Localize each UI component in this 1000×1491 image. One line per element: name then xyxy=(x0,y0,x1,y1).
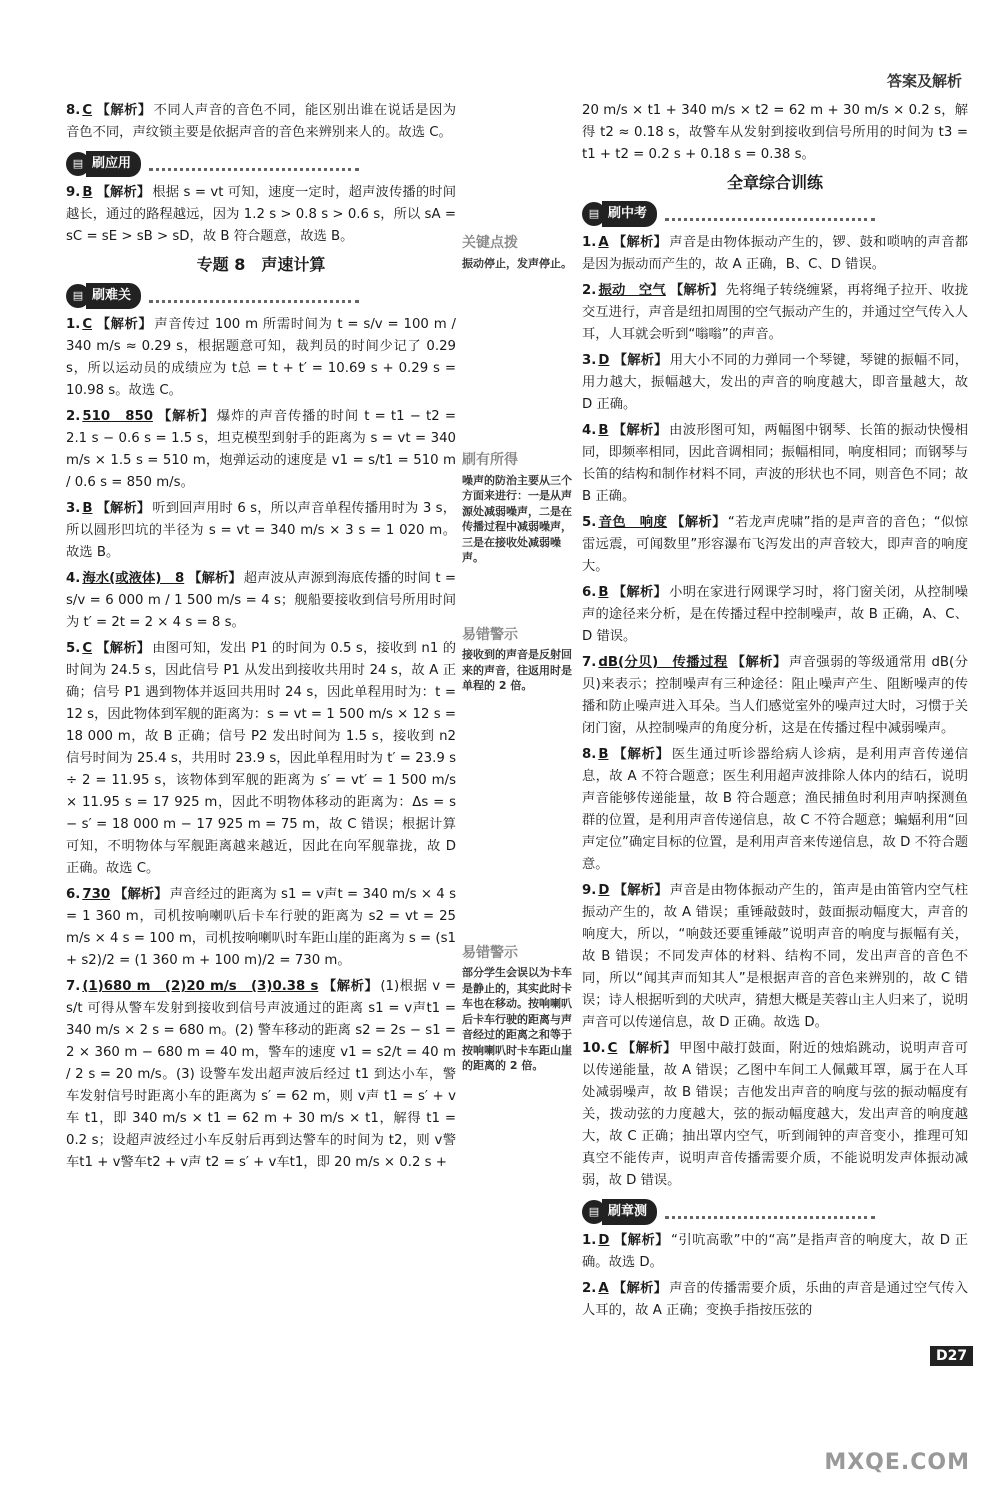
note-text: 接收到的声音是反射回来的声音，往返用时是单程的 2 倍。 xyxy=(462,648,572,692)
note-text: 部分学生会误以为卡车是静止的，其实此时卡车也在移动。按响喇叭后卡车行驶的距离与声音经过的距离之和等于按响喇叭时卡车距山崖的距离的 2 倍。 xyxy=(462,966,572,1072)
answer-item: 7. (1)680 m (2)20 m/s (3)0.38 s 【解析】 (1)根据 v = s/t 可得从警车发射到接收到信号声波通过的距离 s1 = v声t1 = 340 m/s × 2 s = 680 m。(2) 警车移动的距离 s2 = 2s − s1 = 2 × 360 m − 680 m = 40 m，警车的速度 v1 = s2/t = 40 m / 2 s = 20 m/s。(3) 设警车发出超声波后经过 t1 到达小车，警车发射信号时距离小车的距离为 s′ = 62 m，则 v声 t1 = s′ + v车 t1，即 340 m/s × t1 = 62 m + 30 m/s × t1，解得 t1 = 0.2 s；设超声波经过小车反射后再到达警车的时间为 t2，则 v警车t1 + v警车t2 + v声 t2 = s′ + v车t1，即 20 m/s × 0.2 s + xyxy=(66,979,456,1170)
answer-item: 6. 730 【解析】 声音经过的距离为 s1 = v声t = 340 m/s × 4 s = 1 360 m，司机按响喇叭后卡车行驶的距离为 s2 = vt = 25 m/s × 4 s = 100 m，司机按响喇叭时车距山崖的距离为 s = (s1 + s2)/2 = (1 360 m + 100 m)/2 = 730 m。 xyxy=(66,887,457,968)
book-icon: ▤ xyxy=(66,284,90,308)
section-badge: ▤ 刷难关 xyxy=(66,284,359,308)
answer-item: 9. D 【解析】 声音是由物体振动产生的，笛声是由笛管内空气柱振动产生的，故 A 错误；重锤敲鼓时，鼓面振动幅度大，声音的响度大，所以，“响鼓还要重锤敲”说明声音的响度与振幅有关，故 B 错误；不同发声体的材料、结构不同，发出声音的音色不同，所以“闻其声而知其人”是根据声音的音色来辨别的，故 C 错误；诗人根据听到的犬吠声，猜想大概是芙蓉山主人归来了，说明声音可以传递信息，故 D 正确。故选 D。 xyxy=(582,883,969,1030)
note-text: 振动停止，发声停止。 xyxy=(462,256,572,270)
answer-item: 3. D 【解析】 用大小不同的力弹同一个琴键，琴键的振幅不同，用力越大，振幅越大，发出的声音的响度越大，即音量越大，故 D 正确。 xyxy=(582,353,969,412)
section-title: 全章综合训练 xyxy=(726,173,823,192)
watermark: MXQE.COM xyxy=(824,1450,970,1475)
book-icon: ▤ xyxy=(582,1200,606,1224)
section-badge: ▤ 刷章测 xyxy=(582,1200,875,1224)
note-title: 刷有所得 xyxy=(462,452,518,468)
answer-item: 10. C 【解析】 甲图中敲打鼓面，附近的烛焰跳动，说明声音可以传递能量，故 A 错误；乙图中车间工人佩戴耳罩，属于在人耳处减弱噪声，故 B 错误；吉他发出声音的响度与弦的振动幅度有关，拨动弦的力度越大，弦的振动幅度越大，发出声音的响度越大，故 C 正确；抽出罩内空气，听到闹钟的声音变小，推理可知真空不能传声，说明声音传播需要介质，不能说明发声体振动减弱，故 D 错误。 xyxy=(582,1041,969,1188)
answer-item: 9. B 【解析】 根据 s = vt 可知，速度一定时，超声波传播的时间越长，通过的路程越远，因为 1.2 s > 0.8 s > 0.6 s，所以 sA = sC = sE > sB > sD，故 B 符合题意，故选 B。 xyxy=(66,185,457,244)
page-number: D27 xyxy=(930,1346,973,1366)
answer-item: 6. B 【解析】 小明在家进行网课学习时，将门窗关闭，从控制噪声的途径来分析，是在传播过程中控制噪声，故 B 正确，A、C、D 错误。 xyxy=(582,585,969,644)
answer-item: 4. 海水(或液体) 8 【解析】 超声波从声源到海底传播的时间 t = s/v = 6 000 m / 1 500 m/s = 4 s；舰船要接收到信号所用时间为 t′ = 2t = 2 × 4 s = 8 s。 xyxy=(66,571,456,630)
right-column xyxy=(582,100,968,1326)
book-icon: ▤ xyxy=(66,152,90,176)
section-badge: ▤ 刷应用 xyxy=(66,152,359,176)
book-icon: ▤ xyxy=(582,202,606,226)
answer-item: 2. 振动 空气 【解析】 先将绳子转绕缠紧，再将绳子拉开、收拢交互进行，声音是纽扣周围的空气振动产生的，并通过空气传入人耳，人耳就会听到“嗡嗡”的声音。 xyxy=(582,283,969,342)
left-column xyxy=(66,100,456,1178)
answer-item: 1. C 【解析】 声音传过 100 m 所需时间为 t = s/v = 100 m / 340 m/s ≈ 0.29 s，根据题意可知，裁判员的时间少记了 0.29 s，所以运动员的成绩应为 t总 = t + t′ = 10.69 s + 0.29 s = 10.98 s。故选 C。 xyxy=(66,317,457,398)
answer-item: 8. C 【解析】 不同人声音的音色不同，能区别出谁在说话是因为音色不同，声纹锁主要是依据声音的音色来辨别来人的。故选 C。 xyxy=(66,103,457,140)
topic-title: 专题 8 声速计算 xyxy=(196,255,326,274)
answer-item: 8. B 【解析】 医生通过听诊器给病人诊病，是利用声音传递信息，故 A 不符合题意；医生利用超声波排除人体内的结石，说明声音能够传递能量，故 B 符合题意；渔民捕鱼时利用声呐探测鱼群的位置，是利用声音传递信息，故 C 不符合题意；蝙蝠利用“回声定位”确定目标的位置，是利用声音来传递信息，故 D 不符合题意。 xyxy=(582,747,969,872)
answer-continuation: 20 m/s × t1 + 340 m/s × t2 = 62 m + 30 m/s × 0.2 s，解得 t2 ≈ 0.18 s，故警车从发射到接收到信号所用的时间为 t3 = t1 + t2 = 0.2 s + 0.18 s = 0.38 s。 xyxy=(582,103,968,162)
answer-item: 7. dB(分贝) 传播过程 【解析】 声音强弱的等级通常用 dB(分贝)来表示；控制噪声有三种途径：阻止噪声产生、阻断噪声的传播和防止噪声进入耳朵。当人们感觉室外的噪声过大时，习惯于关闭门窗，从控制噪声的角度分析，这是在传播过程中减弱噪声。 xyxy=(582,655,969,736)
answer-item: 1. A 【解析】 声音是由物体振动产生的，锣、鼓和唢呐的声音都是因为振动而产生的，故 A 正确，B、C、D 错误。 xyxy=(582,235,969,272)
answer-item: 4. B 【解析】 由波形图可知，两幅图中钢琴、长笛的振动快慢相同，即频率相同，因此音调相同；振幅相同，响度相同；而钢琴与长笛的结构和制作材料不同，声波的形状也不同，则音色不同；故 B 正确。 xyxy=(582,423,969,504)
answer-item: 2. 510 850 【解析】 爆炸的声音传播的时间 t = t1 − t2 = 2.1 s − 0.6 s = 1.5 s，坦克模型到射手的距离为 s = vt = 340 m/s × 1.5 s = 510 m，炮弹运动的速度是 v1 = s/t1 = 510 m / 0.6 s = 850 m/s。 xyxy=(66,409,456,490)
side-notes xyxy=(462,100,574,1086)
answer-item: 5. C 【解析】 由图可知，发出 P1 的时间为 0.5 s，接收到 n1 的时间为 24.5 s，因此信号 P1 从发出到接收共用时 24 s，故 A 正确；信号 P1 遇到物体并返回共用时 24 s，因此单程用时为：t = 12 s，因此物体到军舰的距离为：s = vt = 1 500 m/s × 12 s = 18 000 m，故 B 正确；信号 P2 发出时间为 1.5 s，接收到 n2 信号时间为 25.4 s，共用时 23.9 s，因此单程用时为 t′ = 23.9 s ÷ 2 = 11.95 s，该物体到军舰的距离为 s′ = vt′ = 1 500 m/s × 11.95 s = 17 925 m，因此不明物体移动的距离为：Δs = s − s′ = 18 000 m − 17 925 m = 75 m，故 C 错误；根据计算可知，不明物体与军舰距离越来越近，因此在向军舰靠拢，故 D 正确。故选 C。 xyxy=(66,641,456,876)
note-title: 关键点拨 xyxy=(462,235,518,251)
answer-item: 2. A 【解析】 声音的传播需要介质，乐曲的声音是通过空气传入人耳的，故 A 正确；变换手指按压弦的 xyxy=(582,1281,969,1318)
note-title: 易错警示 xyxy=(462,626,518,643)
section-badge: ▤ 刷中考 xyxy=(582,202,875,226)
answer-item: 3. B 【解析】 听到回声用时 6 s，所以声音单程传播用时为 3 s，所以圆形凹坑的半径为 s = vt = 340 m/s × 3 s = 1 020 m。故选 B。 xyxy=(66,501,457,560)
answer-item: 5. 音色 响度 【解析】 “若龙声虎啸”指的是声音的音色；“似惊雷远震，可闻数里”形容瀑布飞泻发出的声音较大，即声音的响度大。 xyxy=(582,515,969,574)
note-title: 易错警示 xyxy=(462,944,518,961)
note-text: 噪声的防治主要从三个方面来进行：一是从声源处减弱噪声，二是在传播过程中减弱噪声，三是在接收处减弱噪声。 xyxy=(462,473,572,564)
page-header: 答案及解析 xyxy=(886,72,962,90)
answer-item: 1. D 【解析】 “引吭高歌”中的“高”是指声音的响度大，故 D 正确。故选 D。 xyxy=(582,1233,969,1270)
